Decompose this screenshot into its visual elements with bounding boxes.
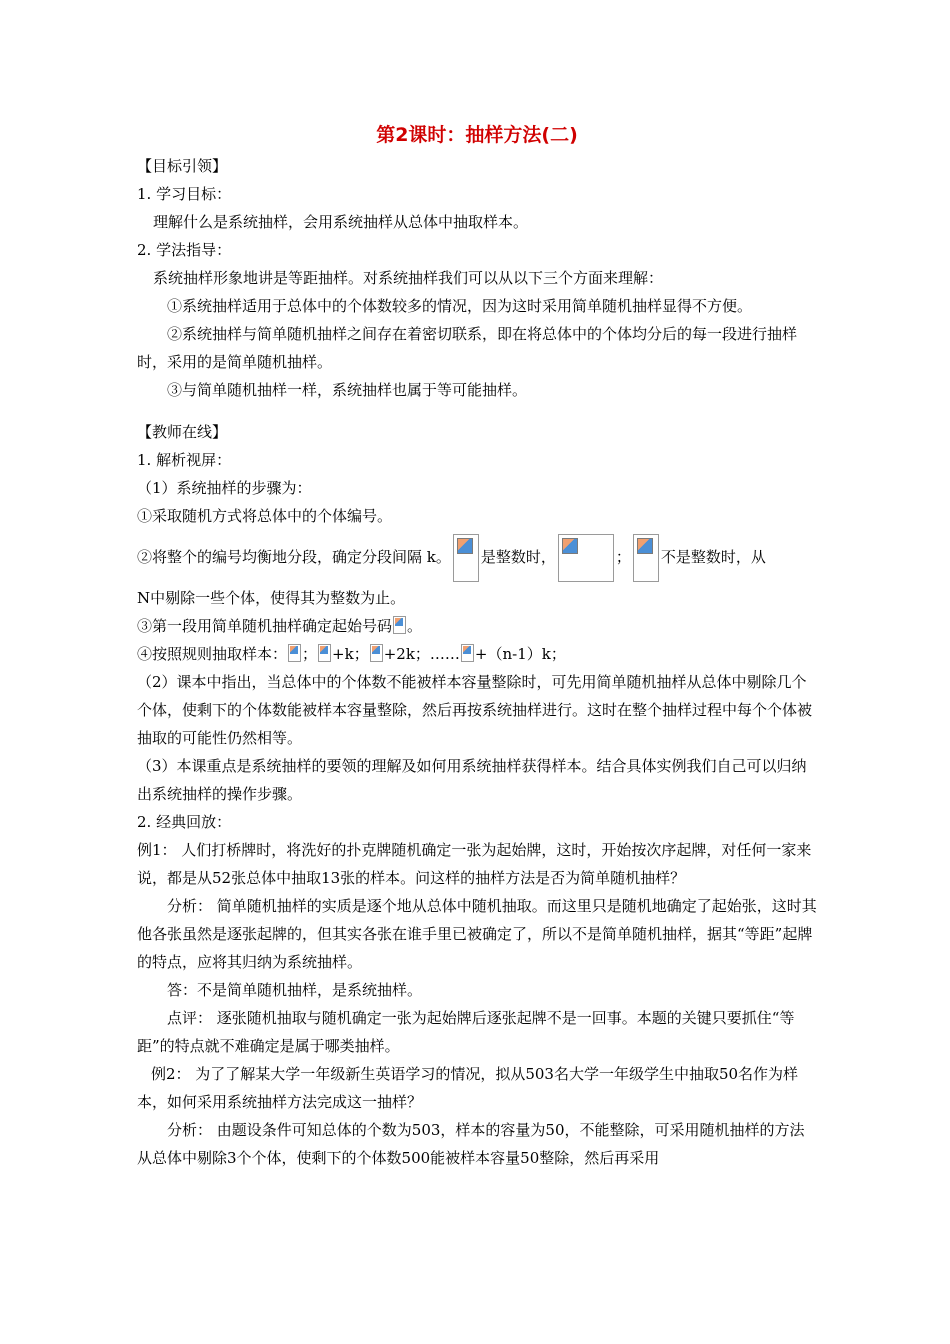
broken-image-icon xyxy=(633,534,659,582)
broken-image-icon xyxy=(461,644,474,662)
step-2-text-d: 不是整数时，从 xyxy=(660,548,766,566)
broken-image-icon xyxy=(370,644,383,662)
step-1: ①采取随机方式将总体中的个体编号。 xyxy=(137,507,393,525)
step-2 xyxy=(137,530,817,584)
step-4-text-a: ④按照规则抽取样本： xyxy=(137,645,288,663)
teacher-sub-1: （1）系统抽样的步骤为： xyxy=(137,479,312,497)
step-2-text-a: ②将整个的编号均衡地分段，确定分段间隔 k。 xyxy=(137,548,451,566)
document-page xyxy=(137,118,817,1172)
step-4-text-e: +（n-1）k； xyxy=(474,645,566,663)
example-1-comment: 点评： 逐张随机抽取与随机确定一张为起始牌后逐张起牌不是一回事。本题的关键只要抓住“等距”的特点就不难确定是属于哪类抽样。 xyxy=(137,1009,795,1055)
example-2-analysis: 分析： 由题设条件可知总体的个数为503，样本的容量为50，不能整除，可采用随机抽样的方法从总体中剔除3个个体，使剩下的个体数500能被样本容量50整除，然后再采用 xyxy=(137,1121,805,1167)
goals-item-1-text: 理解什么是系统抽样，会用系统抽样从总体中抽取样本。 xyxy=(153,213,529,231)
goals-point-1: ①系统抽样适用于总体中的个体数较多的情况，因为这时采用简单随机抽样显得不方便。 xyxy=(167,297,753,315)
example-2: 例2： 为了了解某大学一年级新生英语学习的情况，拟从503名大学一年级学生中抽取50名作为样本，如何采用系统抽样方法完成这一抽样？ xyxy=(137,1065,799,1111)
section-heading-goals: 【目标引领】 xyxy=(137,157,228,175)
step-2-text-c: ； xyxy=(615,548,631,566)
broken-image-icon xyxy=(558,534,614,582)
step-4-text-b: ； xyxy=(302,645,318,663)
goals-item-2-text: 系统抽样形象地讲是等距抽样。对系统抽样我们可以从以下三个方面来理解： xyxy=(153,269,664,287)
broken-image-icon xyxy=(453,534,479,582)
page-title: 第2课时：抽样方法(二) xyxy=(376,124,578,146)
step-3 xyxy=(137,612,817,640)
step-3-text: ③第一段用简单随机抽样确定起始号码 xyxy=(137,617,393,635)
example-1: 例1： 人们打桥牌时，将洗好的扑克牌随机确定一张为起始牌，这时，开始按次序起牌，对任何一家来说，都是从52张总体中抽取13张的样本。问这样的抽样方法是否为简单随机抽样？ xyxy=(137,841,812,887)
broken-image-icon xyxy=(393,616,406,634)
goals-item-2: 2. 学法指导： xyxy=(137,241,232,259)
step-2-text-b: 是整数时， xyxy=(480,548,556,566)
example-1-answer: 答：不是简单随机抽样，是系统抽样。 xyxy=(167,981,423,999)
section-heading-teacher: 【教师在线】 xyxy=(137,423,228,441)
broken-image-icon xyxy=(288,644,301,662)
step-4 xyxy=(137,640,817,668)
goals-point-3: ③与简单随机抽样一样，系统抽样也属于等可能抽样。 xyxy=(167,381,528,399)
step-4-text-d: +2k；…… xyxy=(383,645,460,663)
step-4-text-c: +k； xyxy=(332,645,369,663)
goals-point-2: ②系统抽样与简单随机抽样之间存在着密切联系，即在将总体中的个体均分后的每一段进行抽样时，采用的是简单随机抽样。 xyxy=(137,325,798,371)
goals-item-1: 1. 学习目标： xyxy=(137,185,232,203)
broken-image-icon xyxy=(318,644,331,662)
teacher-sub-2: （2）课本中指出，当总体中的个体数不能被样本容量整除时，可先用简单随机抽样从总体中剔除几个个体，使剩下的个体数能被样本容量整除，然后再按系统抽样进行。这时在整个抽样过程中每个个体被抽取的可能性仍然相等。 xyxy=(137,673,813,747)
step-2-continued: N中剔除一些个体，使得其为整数为止。 xyxy=(137,589,406,607)
teacher-item-1: 1. 解析视屏： xyxy=(137,451,232,469)
example-1-analysis: 分析： 简单随机抽样的实质是逐个地从总体中随机抽取。而这里只是随机地确定了起始张，这时其他各张虽然是逐张起牌的，但其实各张在谁手里已被确定了，所以不是简单随机抽样，据其“等距”起牌的特点，应将其归纳为系统抽样。 xyxy=(137,897,817,971)
teacher-item-2: 2. 经典回放： xyxy=(137,813,232,831)
step-3-end: 。 xyxy=(407,617,423,635)
teacher-sub-3: （3）本课重点是系统抽样的要领的理解及如何用系统抽样获得样本。结合具体实例我们自己可以归纳出系统抽样的操作步骤。 xyxy=(137,757,807,803)
